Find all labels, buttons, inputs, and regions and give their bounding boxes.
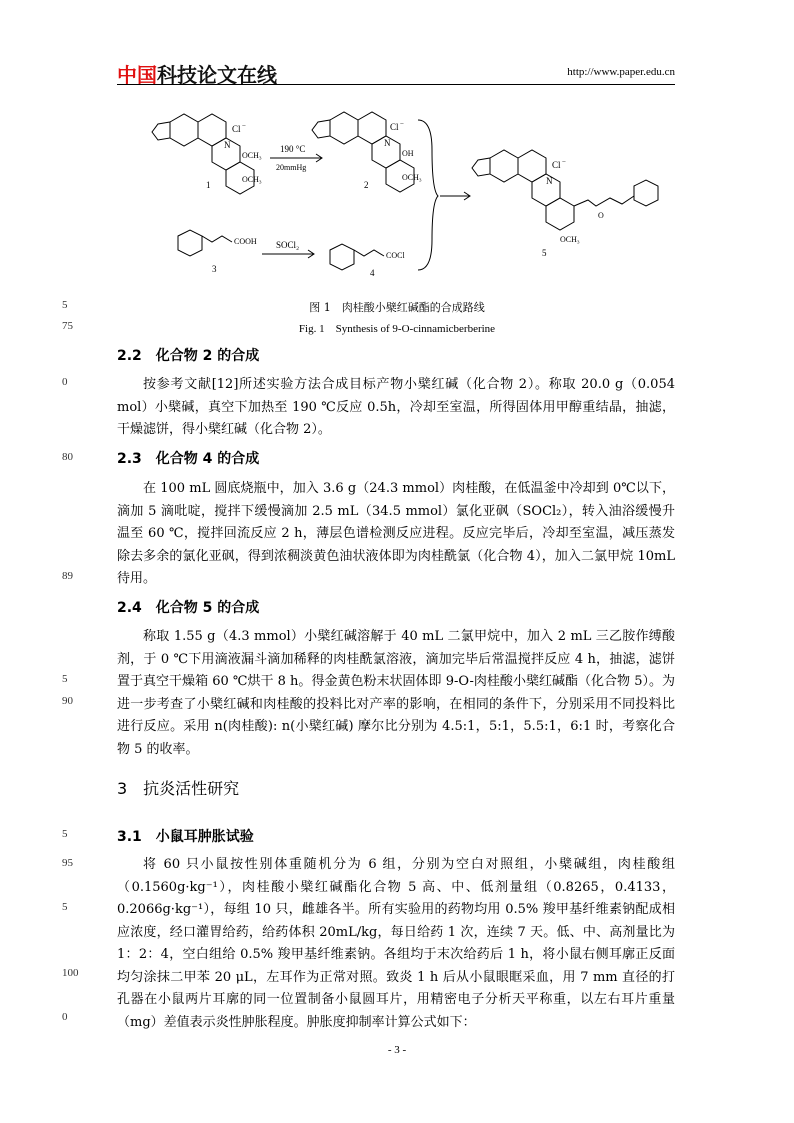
- line-number: 95: [62, 857, 73, 869]
- compound-number-5: 5: [542, 248, 547, 258]
- synthesis-scheme-figure: [150, 110, 660, 285]
- line-number: 5: [62, 901, 68, 913]
- line-number: 100: [62, 967, 79, 979]
- reagent-socl2: SOCl₂: [276, 240, 300, 250]
- compound-3-structure: [178, 230, 232, 256]
- label-och3-1b: OCH₃: [242, 175, 262, 184]
- label-cocl: COCl: [386, 251, 405, 260]
- label-cl-1: Cl: [232, 124, 241, 134]
- line-number: 5: [62, 673, 68, 685]
- label-cl-charge-5: −: [562, 158, 566, 166]
- paragraph: 称取 1.55 g（4.3 mmol）小檗红碱溶解于 40 mL 二氯甲烷中，加入 2 mL 三乙胺作缚酸剂，于 0 ℃下用滴液漏斗滴加稀释的肉桂酰氯溶液，滴加完毕后常温搅拌反应 4 h，抽滤，滤饼置于真空干燥箱 60 ℃烘干 8 h。得金黄色粉末状固体即 9-O-肉桂酸小檗红碱酯（化合物 5）。为进一步考查了小檗红碱和肉桂酸的投料比对产率的影响，在相同的条件下，分别采用不同投料比进行反应。采用 n(肉桂酸): n(小檗红碱) 摩尔比分别为 4.5:1，5:1，5.5:1，6:1 时，考察化合物 5 的收率。: [117, 629, 675, 757]
- header-rule: [117, 84, 675, 85]
- section-heading-2-2: 2.2 化合物 2 的合成: [117, 348, 260, 364]
- line-number: 75: [62, 320, 73, 332]
- figure-caption-cn: 图 1 肉桂酸小檗红碱酯的合成路线: [309, 301, 485, 314]
- label-cl-2: Cl: [390, 122, 399, 132]
- section-heading-3: 3 抗炎活性研究: [117, 779, 240, 798]
- label-cl-5: Cl: [552, 160, 561, 170]
- line-number: 0: [62, 1011, 68, 1023]
- compound-4-structure: [330, 244, 384, 270]
- header-url[interactable]: http://www.paper.edu.cn: [567, 66, 675, 78]
- paragraph: 将 60 只小鼠按性别体重随机分为 6 组，分别为空白对照组，小檗碱组，肉桂酸组（0.1560g·kg⁻¹），肉桂酸小檗红碱酯化合物 5 高、中、低剂量组（0.8265，0.4133，0.2066g·kg⁻¹），每组 10 只，雌雄各半。所有实验用的药物均用 0.5% 羧甲基纤维素钠配成相应浓度，经口灌胃给药，给药体积 20mL/kg，每日给药 1 次，连续 7 天。低、中、高剂量比为 1：2：4，空白组给 0.5% 羧甲基纤维素钠。各组均于末次给药后 1 h，将小鼠右侧耳廓正反面均匀涂抹二甲苯 20 μL，左耳作为正常对照。致炎 1 h 后从小鼠眼眶采血，用 7 mm 直径的打孔器在小鼠两片耳廓的同一位置制备小鼠圆耳片，用精密电子分析天平称重，以左右耳片重量（mg）差值表示炎性肿胀程度。肿胀度抑制率计算公式如下：: [117, 857, 675, 1030]
- line-number: 5: [62, 299, 68, 311]
- label-cooh: COOH: [234, 237, 257, 246]
- compound-2-structure: [312, 112, 414, 192]
- label-oh-2: OH: [402, 149, 414, 158]
- compound-number-3: 3: [212, 264, 217, 274]
- label-cl-charge-1: −: [242, 122, 246, 130]
- label-och3-2: OCH₃: [402, 173, 422, 182]
- compound-number-4: 4: [370, 268, 375, 278]
- line-number: 5: [62, 828, 68, 840]
- label-och3-5: OCH₃: [560, 235, 580, 244]
- section-3-1-body: [117, 854, 675, 1034]
- line-number: 80: [62, 451, 73, 463]
- section-heading-2-3: 2.3 化合物 4 的合成: [117, 451, 260, 467]
- paragraph: 在 100 mL 圆底烧瓶中，加入 3.6 g（24.3 mmol）肉桂酸，在低温釜中冷却到 0℃以下，滴加 5 滴吡啶，搅拌下缓慢滴加 2.5 mL（34.5 mmol）氯化亚砜（SOCl₂），转入油浴缓慢升温至 60 ℃，搅拌回流反应 2 h，薄层色谱检测反应进程。反应完毕后，冷却至室温，减压蒸发除去多余的氯化亚砜，得到浓稠淡黄色油状液体即为肉桂酰氯（化合物 4），加入二氯甲烷 10mL 待用。: [117, 481, 675, 586]
- logo-dark-text: 科技论文在线: [157, 63, 277, 87]
- compound-number-2: 2: [364, 180, 369, 190]
- section-heading-2-4: 2.4 化合物 5 的合成: [117, 600, 260, 616]
- line-number: 90: [62, 695, 73, 707]
- label-n-2: N: [384, 138, 391, 148]
- label-cl-charge-2: −: [400, 120, 404, 128]
- section-2-3-body: [117, 478, 675, 591]
- figure-caption-en: Fig. 1 Synthesis of 9-O-cinnamicberberine: [298, 323, 496, 335]
- compound-number-1: 1: [206, 180, 211, 190]
- label-n-5: N: [546, 176, 553, 186]
- section-2-2-body: [117, 374, 675, 442]
- label-o-5: O: [598, 211, 604, 220]
- label-n-1: N: [224, 140, 231, 150]
- line-number: 0: [62, 376, 68, 388]
- paragraph: 按参考文献[12]所述实验方法合成目标产物小檗红碱（化合物 2）。称取 20.0 g（0.054 mol）小檗碱，真空下加热至 190 ℃反应 0.5h，冷却至室温，所得固体用甲醇重结晶，抽滤，干燥滤饼，得小檗红碱（化合物 2）。: [117, 377, 675, 437]
- section-heading-3-1: 3.1 小鼠耳肿胀试验: [117, 829, 254, 845]
- reagent-temperature: 190 °C: [280, 144, 306, 154]
- line-number: 89: [62, 570, 73, 582]
- page-number: - 3 -: [387, 1044, 407, 1056]
- logo-red-text: 中国: [117, 63, 157, 87]
- reagent-pressure: 20mmHg: [276, 163, 307, 172]
- section-2-4-body: [117, 626, 675, 761]
- label-och3-1a: OCH₃: [242, 151, 262, 160]
